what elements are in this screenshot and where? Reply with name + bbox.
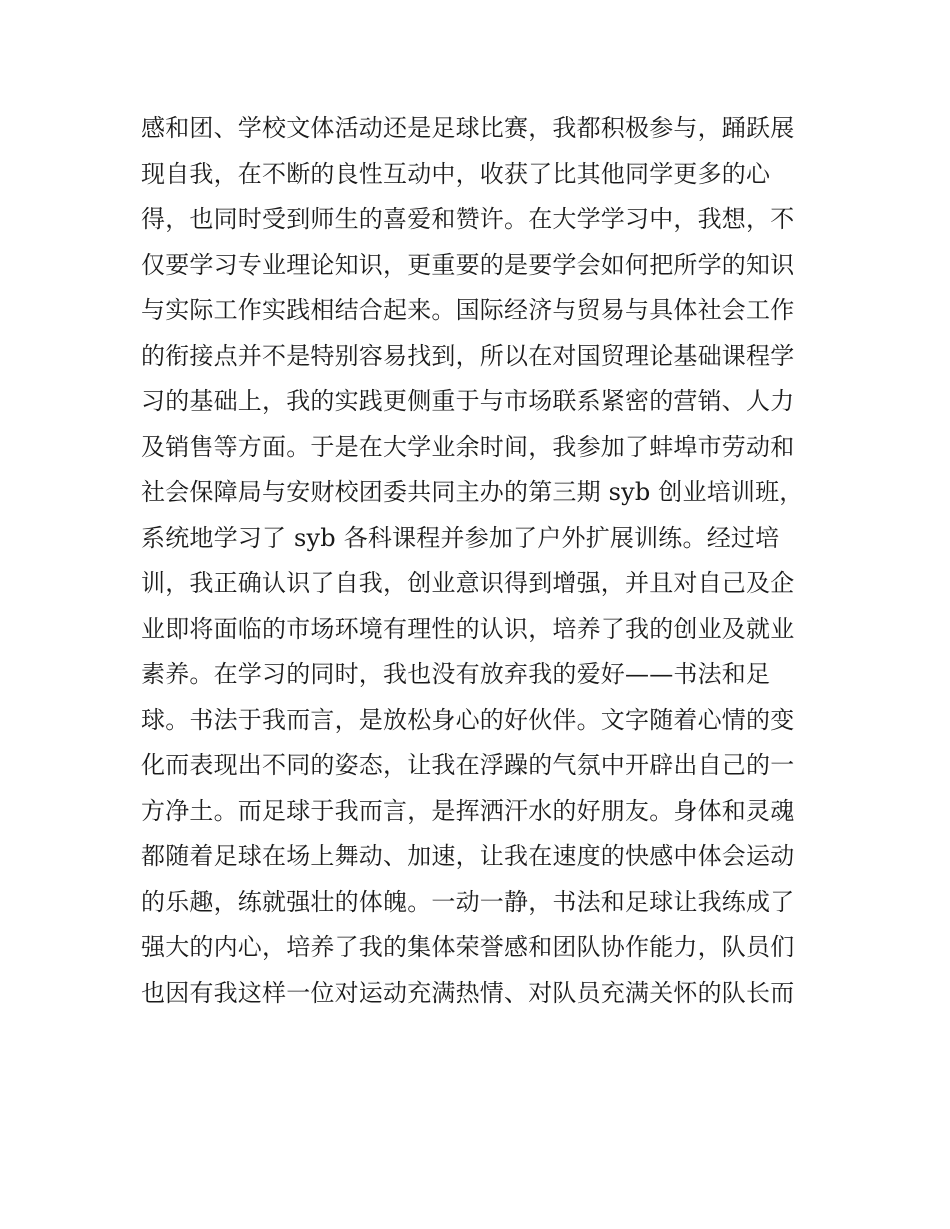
text-line: 化而表现出不同的姿态，让我在浮躁的气氛中开辟出自己的一 [141, 751, 795, 779]
text-line: 习的基础上，我的实践更侧重于与市场联系紧密的营销、人力 [141, 387, 795, 415]
text-line: 都随着足球在场上舞动、加速，让我在速度的快感中体会运动 [141, 842, 795, 870]
text-line: 及销售等方面。于是在大学业余时间，我参加了蚌埠市劳动和 [141, 432, 795, 461]
text-line: 与实际工作实践相结合起来。国际经济与贸易与具体社会工作 [141, 296, 795, 324]
text-line: 也因有我这样一位对运动充满热情、对队员充满关怀的队长而 [141, 978, 795, 1007]
text-line: 仅要学习专业理论知识，更重要的是要学会如何把所学的知识 [141, 250, 795, 279]
text-line: 得，也同时受到师生的喜爱和赞许。在大学学习中，我想，不 [141, 205, 795, 233]
text-line: 球。书法于我而言，是放松身心的好伙伴。文字随着心情的变 [141, 705, 795, 734]
text-line: 社会保障局与安财校团委共同主办的第三期 syb 创业培训班， [141, 478, 804, 506]
body-text [141, 106, 821, 1016]
text-line: 的乐趣，练就强壮的体魄。一动一静，书法和足球让我练成了 [141, 887, 795, 916]
text-line: 训，我正确认识了自我，创业意识得到增强，并且对自己及企 [141, 569, 795, 597]
text-line: 素养。在学习的同时，我也没有放弃我的爱好——书法和足 [141, 660, 771, 688]
text-line: 系统地学习了 syb 各科课程并参加了户外扩展训练。经过培 [141, 523, 780, 552]
text-line: 方净土。而足球于我而言，是挥洒汗水的好朋友。身体和灵魂 [141, 796, 795, 825]
text-line: 感和团、学校文体活动还是足球比赛，我都积极参与，踊跃展 [141, 114, 795, 142]
text-line: 强大的内心，培养了我的集体荣誉感和团队协作能力，队员们 [141, 933, 795, 961]
text-line: 现自我，在不断的良性互动中，收获了比其他同学更多的心 [141, 159, 771, 188]
text-line: 业即将面临的市场环境有理性的认识，培养了我的创业及就业 [141, 614, 795, 643]
text-line: 的衔接点并不是特别容易找到，所以在对国贸理论基础课程学 [141, 341, 795, 370]
